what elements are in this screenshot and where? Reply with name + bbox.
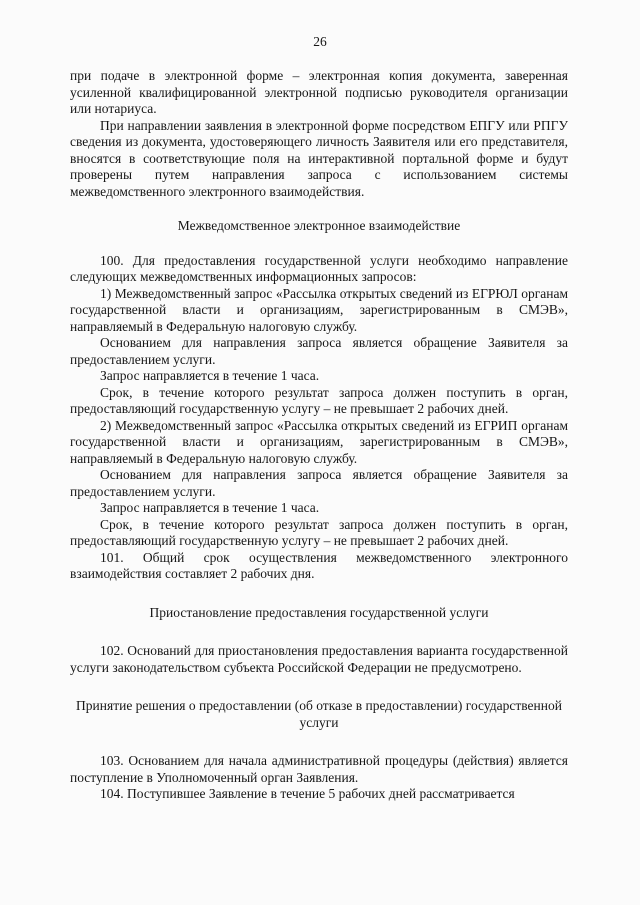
paragraph: 1) Межведомственный запрос «Рассылка открытых сведений из ЕГРЮЛ органам государственной власти и организациям, зарегистрированным в СМЭВ», направляемый в Федеральную налоговую службу. [70, 285, 568, 334]
paragraph: Запрос направляется в течение 1 часа. [100, 368, 320, 383]
spacer [70, 621, 568, 643]
paragraph: Срок, в течение которого результат запроса должен поступить в орган, предоставляющий государственную услугу – не превышает 2 рабочих дней. [70, 384, 568, 416]
page-content [70, 68, 568, 803]
spacer [70, 731, 568, 753]
paragraph: Основанием для направления запроса является обращение Заявителя за предоставлением услуги. [70, 335, 568, 367]
paragraph: Основанием для направления запроса является обращение Заявителя за предоставлением услуги. [70, 467, 568, 499]
paragraph: 104. Поступившее Заявление в течение 5 рабочих дней рассматривается [100, 786, 515, 801]
spacer [70, 235, 568, 253]
spacer [70, 676, 568, 698]
spacer [70, 583, 568, 605]
paragraph: 101. Общий срок осуществления межведомственного электронного взаимодействия составляет 2 рабочих дня. [70, 549, 568, 581]
paragraph: Срок, в течение которого результат запроса должен поступить в орган, предоставляющий государственную услугу – не превышает 2 рабочих дней. [70, 516, 568, 548]
paragraph: 2) Межведомственный запрос «Рассылка открытых сведений из ЕГРИП органам государственной власти и организациям, зарегистрированным в СМЭВ», направляемый в Федеральную налоговую службу. [70, 417, 568, 466]
section-heading-suspension: Приостановление предоставления государственной услуги [149, 604, 489, 620]
section-heading-interdepartmental: Межведомственное электронное взаимодействие [177, 218, 461, 233]
paragraph: 103. Основанием для начала административной процедуры (действия) является поступление в Уполномоченный орган Заявления. [70, 753, 568, 785]
paragraph: при подаче в электронной форме – электронная копия документа, заверенная усиленной квалифицированной электронной подписью руководителя организации или нотариуса. [70, 68, 568, 116]
paragraph: Запрос направляется в течение 1 часа. [100, 500, 320, 515]
spacer [70, 200, 568, 218]
page-number: 26 [313, 34, 327, 49]
paragraph: При направлении заявления в электронной форме посредством ЕПГУ или РПГУ сведения из документа, удостоверяющего личность Заявителя или его представителя, вносятся в соответствующие поля на интерактивной портальной форме и будут проверены путем направления запроса с использованием системы межведомственного электронного взаимодействия. [70, 117, 568, 199]
paragraph: 100. Для предоставления государственной услуги необходимо направление следующих межведомственных информационных запросов: [70, 252, 568, 284]
paragraph: 102. Оснований для приостановления предоставления варианта государственной услуги законодательством субъекта Российской Федерации не предусмотрено. [70, 643, 568, 675]
section-heading-decision: Принятие решения о предоставлении (об отказе в предоставлении) государственной услуги [76, 698, 562, 730]
